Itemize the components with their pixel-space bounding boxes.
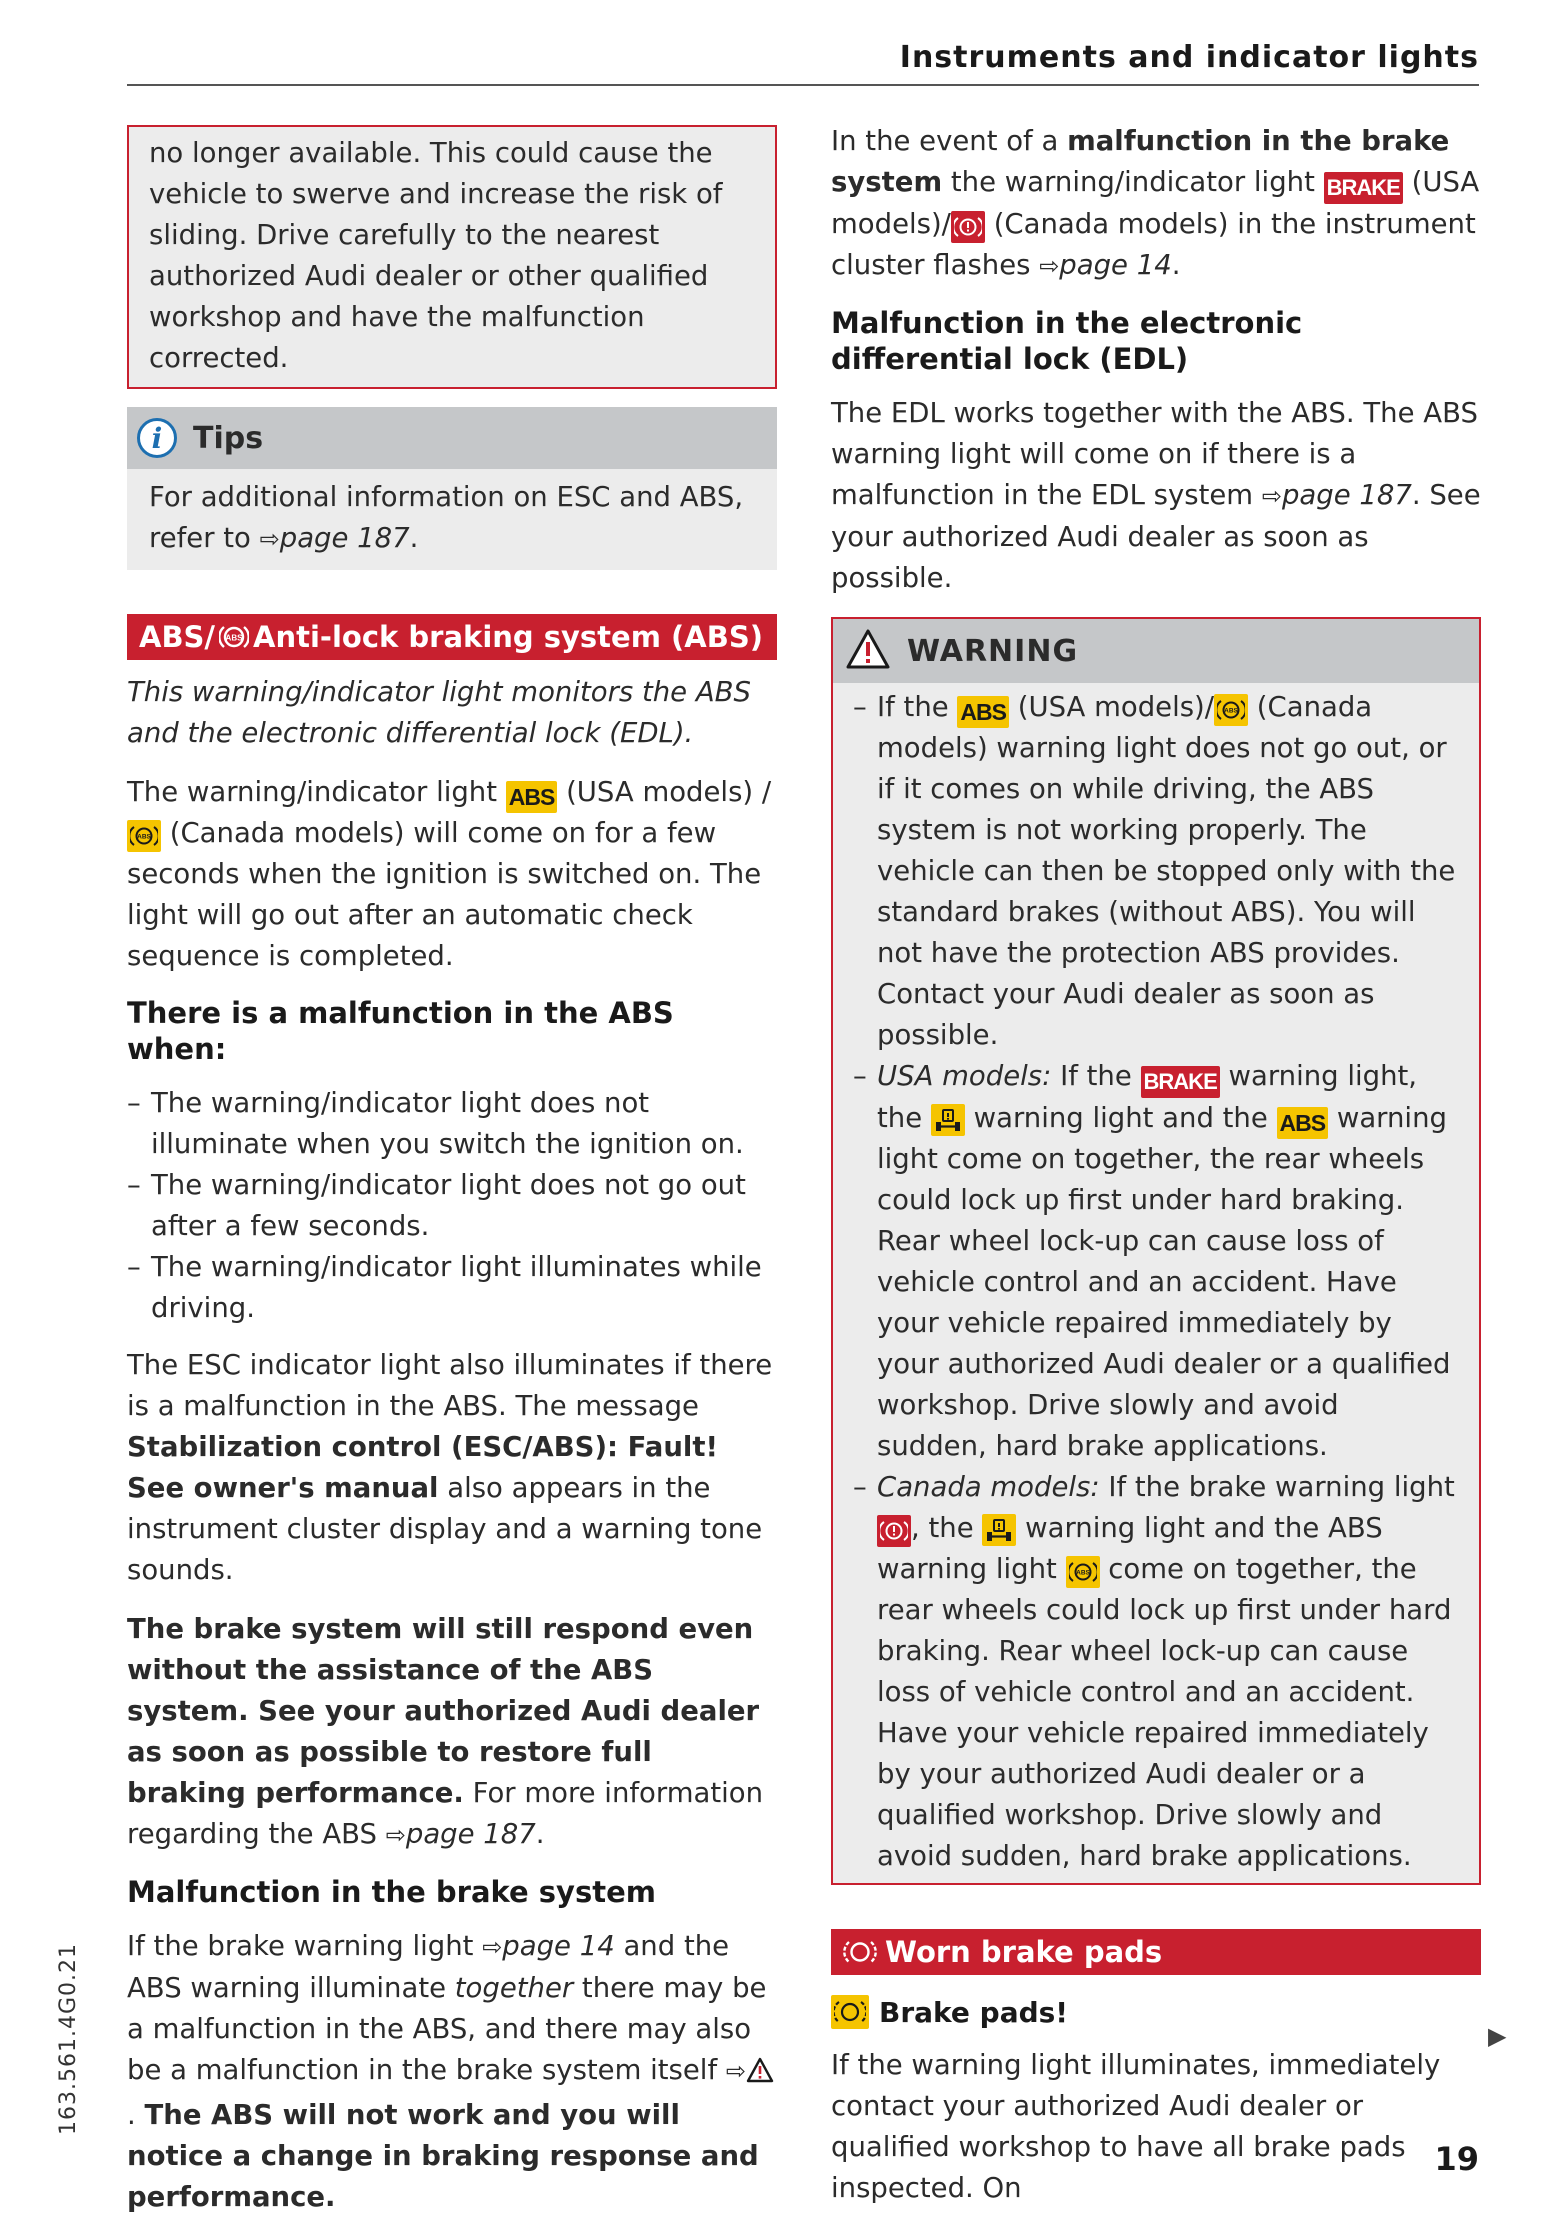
edl-a: The EDL works together with the ABS. The ABS warning light will come on if there is a malfunction in the EDL system — [831, 397, 1478, 511]
right-column — [831, 125, 1481, 2209]
brake-malfunction-paragraph — [831, 121, 1481, 287]
section-title-abs — [127, 614, 777, 660]
arrow-right-icon: ⇨ — [482, 1933, 503, 1961]
list-item: – The warning/indicator light illuminates while driving. — [127, 1247, 777, 1329]
header-divider — [127, 84, 1479, 86]
left-column — [127, 125, 777, 2236]
info-icon: i — [137, 418, 177, 458]
r-p1-b: the warning/indicator light — [942, 166, 1324, 198]
arrow-right-icon: ⇨ — [1039, 252, 1060, 280]
tips-text-main: For additional information on ESC and ABS, refer to — [149, 481, 744, 554]
tips-body — [127, 469, 777, 570]
w3-a: If the brake warning light — [1099, 1471, 1455, 1503]
brake-sys-together: together — [454, 1972, 574, 2004]
arrow-right-icon: ⇨ — [385, 1821, 406, 1849]
warning-triangle-icon[interactable] — [746, 2054, 774, 2095]
abs-canada-indicator-icon — [1066, 1556, 1100, 1588]
heading-brake-system: Malfunction in the brake system — [127, 1875, 656, 1909]
brake-respond-page-ref-label: page 187 — [405, 1818, 536, 1850]
w1-a: If the — [877, 691, 958, 723]
warning-header — [833, 619, 1479, 683]
brake-distribution-icon — [931, 1104, 965, 1136]
tips-header — [127, 407, 777, 469]
svg-text:ABS: ABS — [225, 633, 243, 643]
brake-respond-a: For more information regarding the ABS — [127, 1777, 764, 1850]
tips-text — [149, 477, 755, 560]
tips-text-end: . — [409, 522, 419, 554]
continued-warning-box — [127, 125, 777, 389]
arrow-right-icon: ⇨ — [725, 2057, 746, 2085]
warning-triangle-icon — [845, 628, 891, 674]
w3-canada: Canada models: — [877, 1471, 1100, 1503]
brake-pad-wear-icon — [843, 1938, 877, 1966]
brake-pads-heading-label: Brake pads! — [879, 1995, 1069, 2029]
svg-text:ABS: ABS — [1224, 707, 1238, 715]
w2-a: If the — [1051, 1060, 1141, 1092]
page-number: 19 — [1434, 2140, 1479, 2178]
arrow-right-icon: ⇨ — [1261, 482, 1282, 510]
tips-box — [127, 407, 777, 570]
brake-system-paragraph — [127, 1926, 777, 2218]
brake-sys-bold: The ABS will not work and you will notice a change in braking response and performance. — [127, 2099, 759, 2213]
w2-usa: USA models: — [877, 1060, 1052, 1092]
w2-c: warning light and the — [964, 1102, 1277, 1134]
brake-sys-page-ref-label: page 14 — [502, 1930, 615, 1962]
r-p1-bold: malfunction in the brake system — [831, 125, 1450, 198]
tips-title: Tips — [193, 420, 264, 456]
r-p1-end: . — [1171, 249, 1181, 281]
warning-title: WARNING — [907, 633, 1079, 669]
abs-malfunction-list — [127, 1083, 777, 1329]
brake-pads-paragraph: If the warning light illuminates, immediately contact your authorized Audi dealer or qualified workshop to have all brake pads inspected. On — [831, 2049, 1441, 2204]
brake-sys-page-ref[interactable] — [482, 1930, 615, 1962]
section-title-abs-main: Anti-lock braking system (ABS) — [253, 620, 763, 654]
w3-c: warning light and the ABS warning light — [877, 1512, 1383, 1585]
arrow-right-icon: ⇨ — [259, 525, 280, 553]
brake-pads-heading — [831, 1995, 1481, 2029]
tips-page-ref-label: page 187 — [279, 522, 410, 554]
warning-item-2 — [853, 1056, 1457, 1467]
esc-paragraph — [127, 1345, 777, 1591]
abs-indicator-icon: ABS — [506, 781, 558, 813]
edl-paragraph — [831, 393, 1481, 599]
abs-p1-b: (USA models) / — [557, 776, 772, 808]
w3-d: come on together, the rear wheels could lock up first under hard braking. Rear wheel lock-up can cause loss of vehicle control and an accident. Have your vehicle repaired immediately by your authorized Audi dealer or a qualified workshop. Drive slowly and avoid sudden, hard brake applications. — [877, 1553, 1452, 1872]
brake-canada-indicator-icon — [877, 1515, 911, 1547]
r-p1-d: (Canada models) in the instrument cluster flashes — [831, 208, 1476, 281]
section-title-abs-prefix: ABS/ — [139, 620, 216, 654]
esc-p-a: The ESC indicator light also illuminates if there is a malfunction in the ABS. The message — [127, 1349, 773, 1422]
continue-arrow-icon: ▶ — [1488, 2022, 1507, 2050]
brake-distribution-icon — [982, 1514, 1016, 1546]
r-p1-a: In the event of a — [831, 125, 1068, 157]
r-p1-c: (USA models)/ — [831, 166, 1480, 240]
warning-item-1 — [853, 687, 1457, 1056]
w2-d: warning light come on together, the rear wheels could lock up first under hard braking. Rear wheel lock-up can cause loss of vehicle control and an accident. Have your vehicle repaired immediately by your authorized Audi dealer or a qualified workshop. Drive slowly and avoid sudden, hard brake applications. — [877, 1102, 1451, 1462]
w1-b: (USA models)/ — [1008, 691, 1215, 723]
tips-page-ref[interactable] — [260, 522, 410, 554]
w2-b: warning light, the — [877, 1060, 1418, 1134]
abs-p1-c: (Canada models) will come on for a few seconds when the ignition is switched on. The light will go out after an automatic check sequence is completed. — [127, 817, 762, 972]
brake-respond-page-ref[interactable] — [386, 1818, 536, 1850]
heading-abs-malfunction: There is a malfunction in the ABS when: — [127, 996, 674, 1066]
edl-page-ref-label: page 187 — [1281, 479, 1412, 511]
brake-sys-c: there may be a malfunction in the ABS, and there may also be a malfunction in the brake system itself — [127, 1972, 767, 2086]
brake-respond-bold: The brake system will still respond even without the assistance of the ABS system. See your authorized Audi dealer as soon as possible to restore full braking performance. — [127, 1613, 760, 1809]
svg-text:ABS: ABS — [137, 833, 151, 841]
brake-indicator-icon: BRAKE — [1324, 172, 1403, 204]
warning-item-3 — [853, 1467, 1457, 1877]
section-title-worn-brake-pads — [831, 1929, 1481, 1975]
continued-warning-text: no longer available. This could cause the vehicle to swerve and increase the risk of sliding. Drive carefully to the nearest authorized Audi dealer or other qualified workshop and have the malfunction corrected. — [149, 137, 723, 374]
page-header-title: Instruments and indicator lights — [899, 40, 1479, 75]
abs-canada-indicator-icon — [1214, 694, 1248, 726]
brake-sys-d: . — [127, 2099, 145, 2131]
brake-indicator-icon: BRAKE — [1141, 1066, 1220, 1098]
heading-edl: Malfunction in the electronic differential lock (EDL) — [831, 306, 1303, 376]
abs-canada-indicator-icon — [127, 820, 161, 852]
r-p1-page-ref[interactable] — [1039, 249, 1172, 281]
brake-respond-end: . — [535, 1818, 545, 1850]
brake-sys-a: If the brake warning light — [127, 1930, 483, 1962]
svg-text:ABS: ABS — [1075, 1569, 1090, 1577]
brake-respond-paragraph — [127, 1609, 777, 1856]
edl-page-ref[interactable] — [1262, 479, 1412, 511]
brake-canada-indicator-icon — [951, 211, 985, 243]
brake-pad-wear-indicator-icon — [831, 1995, 869, 2029]
list-item: – The warning/indicator light does not illuminate when you switch the ignition on. — [127, 1083, 777, 1165]
esc-message: Stabilization control (ESC/ABS): Fault! See owner's manual — [127, 1431, 719, 1504]
warning-body — [833, 683, 1479, 1883]
abs-circle-icon — [219, 623, 249, 651]
worn-brake-pads-title: Worn brake pads — [885, 1935, 1163, 1969]
esc-p-c: also appears in the instrument cluster display and a warning tone sounds. — [127, 1472, 763, 1586]
list-item: – The warning/indicator light does not go out after a few seconds. — [127, 1165, 777, 1247]
abs-indicator-icon: ABS — [957, 696, 1009, 728]
abs-indicator-icon: ABS — [1277, 1107, 1329, 1139]
r-p1-page-ref-label: page 14 — [1059, 249, 1172, 281]
edl-b: . See your authorized Audi dealer as soon as possible. — [831, 479, 1481, 594]
warning-box — [831, 617, 1481, 1885]
abs-paragraph-1 — [127, 772, 777, 977]
abs-intro: This warning/indicator light monitors the ABS and the electronic differential lock (EDL). — [127, 676, 751, 749]
brake-sys-b: and the ABS warning illuminate — [127, 1930, 730, 2004]
document-code: 163.561.4G0.21 — [56, 1943, 81, 2135]
w3-b: , the — [911, 1512, 983, 1544]
abs-p1-a: The warning/indicator light — [127, 776, 506, 808]
w1-c: (Canada models) warning light does not go out, or if it comes on while driving, the ABS system is not working properly. The vehicle can then be stopped only with the standard brakes (without ABS). You will not have the protection ABS provides. Contact your Audi dealer as soon as possible. — [877, 691, 1456, 1051]
